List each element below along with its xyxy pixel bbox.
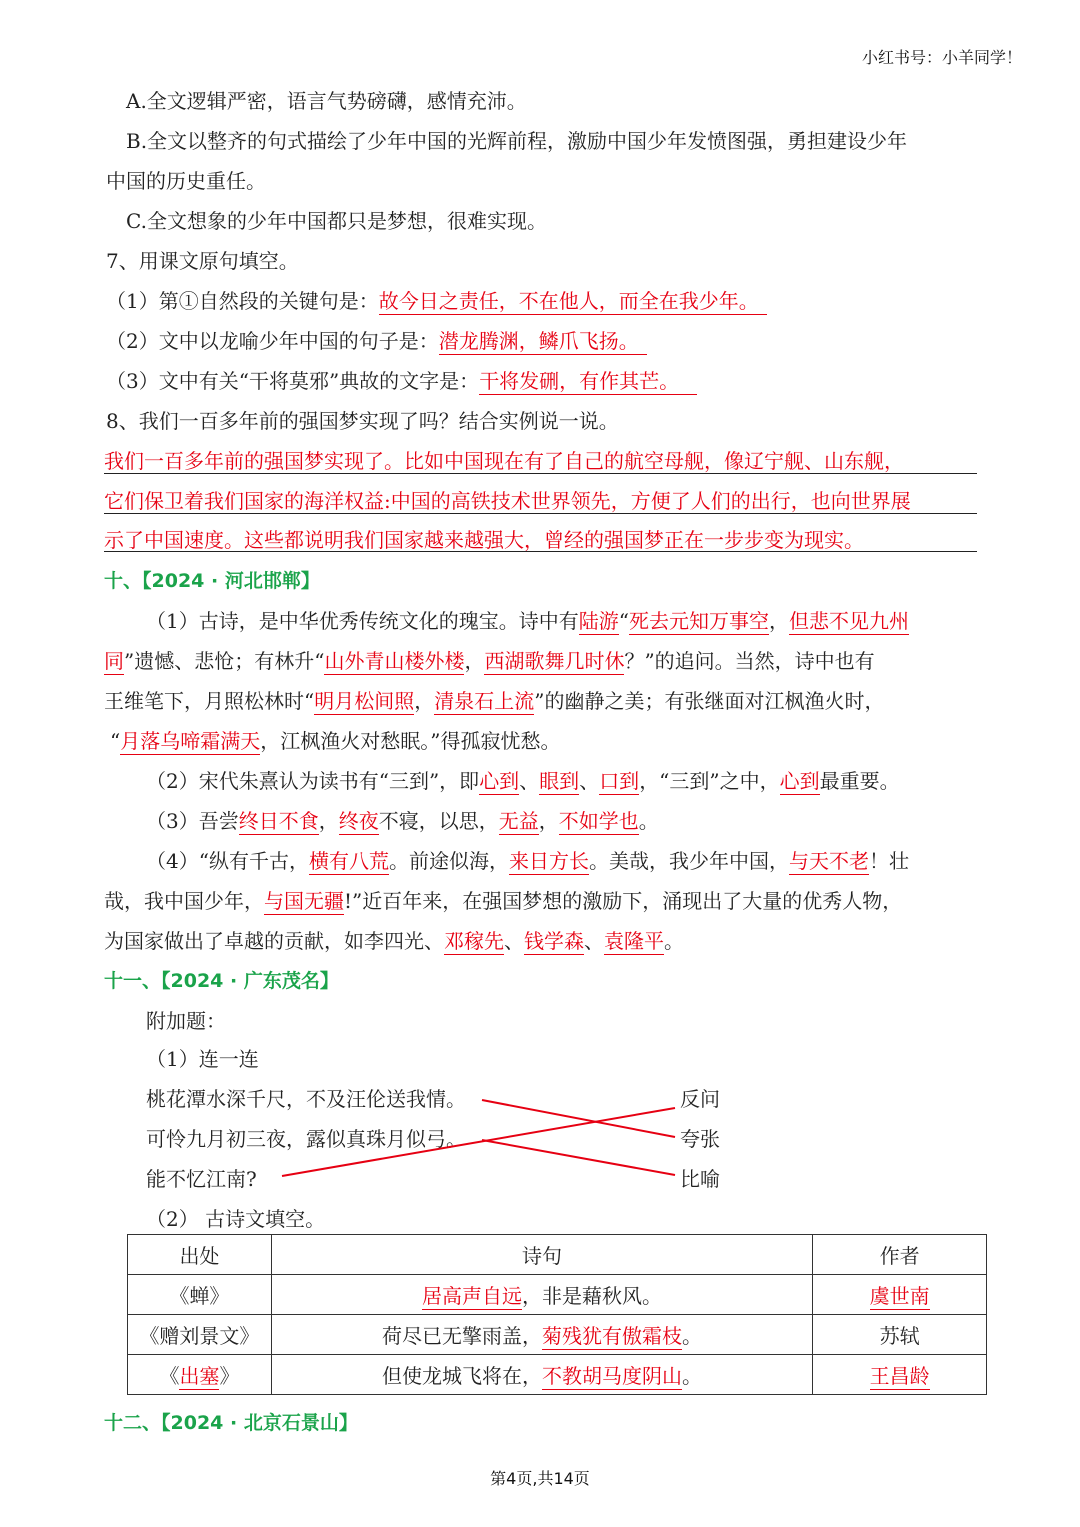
answer: 口到 — [599, 769, 640, 793]
answer: 心到 — [479, 769, 520, 793]
q8-answer-line1: 我们一百多年前的强国梦实现了。比如中国现在有了自己的航空母舰，像辽宁舰、山东舰， — [104, 449, 904, 473]
answer: 明月松间照 — [314, 689, 415, 713]
option-a: A.全文逻辑严密，语言气势磅礴，感情充沛。 — [126, 89, 527, 113]
poetry-table — [127, 1234, 987, 1395]
answer: 出塞 — [179, 1364, 220, 1388]
match-line-3-to-1 — [282, 1108, 675, 1176]
q7-sub2-label: （2）文中以龙喻少年中国的句子是： — [106, 329, 439, 353]
header-tag: 小红书号：小羊同学！ — [861, 48, 1022, 67]
text: ”的幽静之美；有张继面对江枫渔火时， — [534, 689, 885, 713]
table-row — [128, 1275, 987, 1315]
text: “ — [618, 609, 629, 633]
answer: 不教胡马度阴山 — [542, 1364, 683, 1388]
q8-answer-line2: 它们保卫着我们国家的海洋权益:中国的高铁技术世界领先，方便了人们的出行，也向世界展 — [104, 489, 911, 513]
answer: 与国无疆 — [264, 889, 344, 913]
answer: 无益 — [498, 809, 539, 833]
header-line: 诗句 — [271, 1235, 812, 1275]
text: （2）宋代朱熹认为读书有“三到”，即 — [146, 769, 480, 793]
answer: 山外青山楼外楼 — [324, 649, 465, 673]
text: 。 — [638, 809, 659, 833]
answer: 横有八荒 — [308, 849, 389, 873]
match-left-1: 桃花潭水深千尺，不及汪伦送我情。 — [146, 1087, 466, 1111]
match-line-2-to-3 — [482, 1140, 675, 1175]
text: ，非是藉秋风。 — [522, 1284, 663, 1308]
match-left-2: 可怜九月初三夜，露似真珠月似弓。 — [146, 1127, 466, 1151]
match-left-3: 能不忆江南? — [146, 1167, 257, 1191]
text: ”遗憾、悲怆；有林升“ — [124, 649, 325, 673]
text: （4）“纵有千古， — [146, 849, 309, 873]
match-line-1-to-2 — [482, 1100, 675, 1137]
text: 荷尽已无擎雨盖， — [382, 1324, 543, 1348]
row-line — [271, 1275, 812, 1315]
text: 《 — [159, 1364, 180, 1388]
row-source — [128, 1355, 272, 1395]
answer: 虞世南 — [869, 1284, 930, 1308]
q7-sub3-label: （3）文中有关“干将莫邪”典故的文字是： — [106, 369, 480, 393]
text: ？”的追问。当然，诗中也有 — [624, 649, 875, 673]
answer: 与天不老 — [788, 849, 869, 873]
answer: 终夜 — [338, 809, 379, 833]
q7-sub3-answer: 干将发硎，有作其芒。 — [479, 369, 697, 395]
text: !”近百年来，在强国梦想的激励下，涌现出了大量的优秀人物， — [344, 889, 903, 913]
text: 、 — [504, 929, 524, 953]
q7-sub1-label: （1）第①自然段的关键句是： — [106, 289, 379, 313]
text: 、 — [519, 769, 540, 793]
answer: 但悲不见九州 — [788, 609, 909, 633]
q7-sub2-answer: 潜龙腾渊，鳞爪飞扬。 — [439, 329, 647, 355]
match-right-1: 反问 — [680, 1087, 720, 1111]
text: 、 — [579, 769, 600, 793]
answer: 月落乌啼霜满天 — [120, 729, 261, 753]
text: 。 — [682, 1364, 703, 1388]
text: “ — [110, 729, 121, 753]
option-c: C.全文想象的少年中国都只是梦想，很难实现。 — [126, 209, 547, 233]
fill-title: （2） 古诗文填空。 — [146, 1207, 326, 1231]
sec10-heading: 十、【2024 · 河北邯郸】 — [104, 570, 320, 592]
q7-title: 7、用课文原句填空。 — [106, 249, 299, 273]
sec11-heading: 十一、【2024 · 广东茂名】 — [104, 970, 339, 992]
answer: 陆游 — [578, 609, 619, 633]
answer: 居高声自远 — [422, 1284, 523, 1308]
row-author: 苏轼 — [813, 1315, 987, 1355]
answer: 死去元知万事空 — [628, 609, 769, 633]
table-row — [128, 1315, 987, 1355]
text: 王维笔下，月照松林时“ — [104, 689, 315, 713]
match-right-3: 比喻 — [680, 1167, 720, 1191]
answer: 钱学森 — [524, 929, 584, 953]
row-author — [813, 1355, 987, 1395]
text: ， — [464, 649, 485, 673]
text: 但使龙城飞将在， — [382, 1364, 543, 1388]
header-source: 出处 — [128, 1235, 272, 1275]
option-b-line1: B.全文以整齐的句式描绘了少年中国的光辉前程，激励中国少年发愤图强，勇担建设少年 — [126, 129, 908, 153]
sec11-extra: 附加题： — [146, 1009, 226, 1033]
text: ， — [414, 689, 435, 713]
text: 哉，我中国少年， — [104, 889, 264, 913]
text: 。 — [682, 1324, 703, 1348]
row-line — [271, 1355, 812, 1395]
answer: 眼到 — [539, 769, 580, 793]
answer: 同 — [104, 649, 124, 673]
answer: 来日方长 — [508, 849, 589, 873]
text: （1）古诗，是中华优秀传统文化的瑰宝。诗中有 — [146, 609, 579, 633]
answer: 不如学也 — [558, 809, 639, 833]
text: ，“三到”之中， — [639, 769, 780, 793]
q8-answer-line3: 示了中国速度。这些都说明我们国家越来越强大，曾经的强国梦正在一步步变为现实。 — [104, 528, 864, 552]
header-author: 作者 — [813, 1235, 987, 1275]
table-row — [128, 1355, 987, 1395]
text: 。 — [664, 929, 684, 953]
row-source: 《蝉》 — [128, 1275, 272, 1315]
text: 不寝，以思， — [378, 809, 499, 833]
text: ，江枫渔火对愁眠。”得孤寂忧愁。 — [260, 729, 561, 753]
text: （3）吾尝 — [146, 809, 239, 833]
match-title: （1）连一连 — [146, 1047, 259, 1071]
text: 》 — [219, 1364, 240, 1388]
option-b-line2: 中国的历史重任。 — [106, 169, 266, 193]
answer: 王昌龄 — [869, 1364, 930, 1388]
match-right-2: 夸张 — [680, 1127, 720, 1151]
text: ！壮 — [868, 849, 909, 873]
answer: 袁隆平 — [604, 929, 664, 953]
q7-sub1-answer: 故今日之责任，不在他人，而全在我少年。 — [379, 289, 767, 315]
row-author — [813, 1275, 987, 1315]
text: 。前途似海， — [388, 849, 509, 873]
sec12-heading: 十二、【2024 · 北京石景山】 — [104, 1412, 358, 1434]
table-header-row — [128, 1235, 987, 1275]
text: ， — [768, 609, 789, 633]
q8-title: 8、我们一百多年前的强国梦实现了吗？结合实例说一说。 — [106, 409, 619, 433]
text: ， — [318, 809, 339, 833]
text: 最重要。 — [819, 769, 900, 793]
text: ， — [538, 809, 559, 833]
answer: 西湖歌舞几时休 — [484, 649, 625, 673]
page-footer: 第4页,共14页 — [490, 1469, 590, 1488]
answer: 邓稼先 — [444, 929, 504, 953]
answer: 菊残犹有傲霜枝 — [542, 1324, 683, 1348]
answer: 心到 — [779, 769, 820, 793]
text: 。美哉，我少年中国， — [588, 849, 789, 873]
row-source: 《赠刘景文》 — [128, 1315, 272, 1355]
row-line — [271, 1315, 812, 1355]
answer: 终日不食 — [238, 809, 319, 833]
text: 为国家做出了卓越的贡献，如李四光、 — [104, 929, 444, 953]
answer: 清泉石上流 — [434, 689, 535, 713]
text: 、 — [584, 929, 604, 953]
